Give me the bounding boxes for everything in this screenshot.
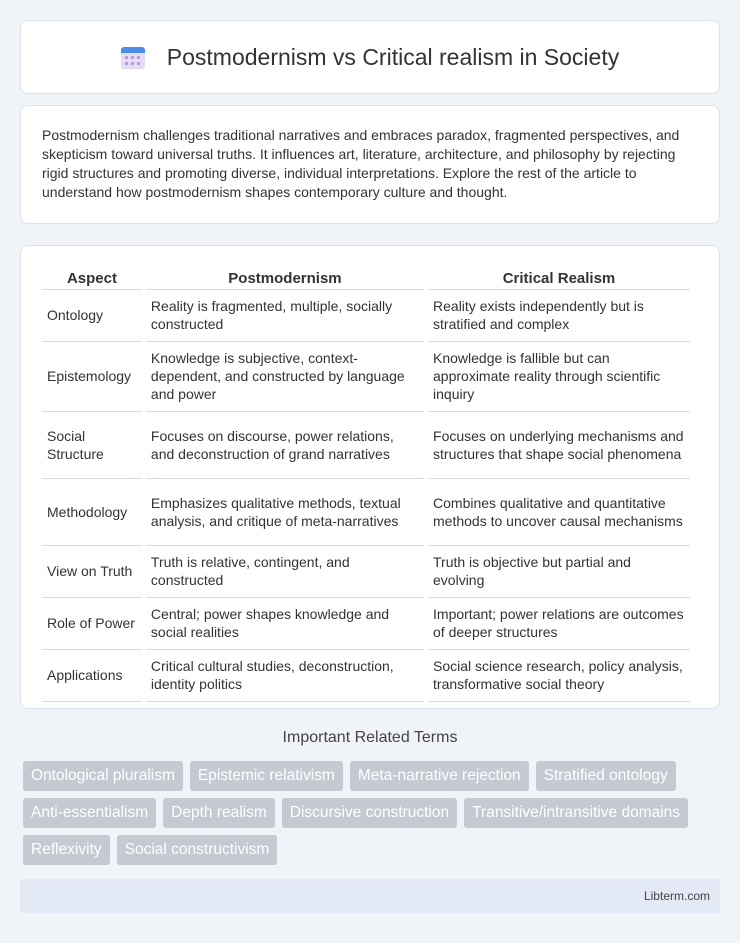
footer-brand-link[interactable]: Libterm.com <box>643 889 710 903</box>
related-terms-list <box>23 761 723 872</box>
table-row <box>42 598 690 650</box>
table-row <box>42 412 690 479</box>
comparison-table <box>38 268 694 702</box>
table-row <box>42 290 690 342</box>
related-term-tag[interactable]: Reflexivity <box>23 835 110 865</box>
comparison-card <box>20 245 720 709</box>
header-critical-realism: Critical Realism <box>428 268 690 290</box>
related-term-tag[interactable]: Meta-narrative rejection <box>350 761 529 791</box>
row-critical-realism: Knowledge is fallible but can approximate reality through scientific inquiry <box>428 342 690 412</box>
row-aspect: Methodology <box>42 479 142 546</box>
table-row <box>42 650 690 702</box>
related-term-tag[interactable]: Stratified ontology <box>536 761 676 791</box>
related-term-tag[interactable]: Anti-essentialism <box>23 798 156 828</box>
related-term-tag[interactable]: Epistemic relativism <box>190 761 343 791</box>
row-critical-realism: Combines qualitative and quantitative methods to uncover causal mechanisms <box>428 479 690 546</box>
table-row <box>42 479 690 546</box>
intro-text: Postmodernism challenges traditional narratives and embraces paradox, fragmented perspectives, and skepticism toward universal truths. It influences art, literature, architecture, and philosophy by rejecting rigid structures and promoting diverse, individual interpretations. Explore the rest of the article to understand how postmodernism shapes contemporary culture and thought. <box>42 127 680 200</box>
footer <box>20 879 720 913</box>
row-postmodernism: Truth is relative, contingent, and constructed <box>146 546 424 598</box>
calendar-icon <box>121 45 145 69</box>
row-postmodernism: Emphasizes qualitative methods, textual analysis, and critique of meta-narratives <box>146 479 424 546</box>
row-aspect: Ontology <box>42 290 142 342</box>
related-term-tag[interactable]: Discursive construction <box>282 798 457 828</box>
header-aspect: Aspect <box>42 268 142 290</box>
row-aspect: Applications <box>42 650 142 702</box>
row-postmodernism: Knowledge is subjective, context-dependent, and constructed by language and power <box>146 342 424 412</box>
row-critical-realism: Focuses on underlying mechanisms and structures that shape social phenomena <box>428 412 690 479</box>
row-postmodernism: Central; power shapes knowledge and social realities <box>146 598 424 650</box>
related-term-tag[interactable]: Depth realism <box>163 798 275 828</box>
row-postmodernism: Reality is fragmented, multiple, socially constructed <box>146 290 424 342</box>
row-critical-realism: Social science research, policy analysis, transformative social theory <box>428 650 690 702</box>
header-postmodernism: Postmodernism <box>146 268 424 290</box>
related-term-tag[interactable]: Transitive/intransitive domains <box>464 798 688 828</box>
row-critical-realism: Reality exists independently but is stratified and complex <box>428 290 690 342</box>
related-term-tag[interactable]: Ontological pluralism <box>23 761 183 791</box>
table-row <box>42 342 690 412</box>
row-aspect: View on Truth <box>42 546 142 598</box>
related-terms-title: Important Related Terms <box>282 729 458 746</box>
table-header-row <box>42 268 690 290</box>
row-critical-realism: Important; power relations are outcomes of deeper structures <box>428 598 690 650</box>
row-critical-realism: Truth is objective but partial and evolving <box>428 546 690 598</box>
row-aspect: Role of Power <box>42 598 142 650</box>
related-term-tag[interactable]: Social constructivism <box>117 835 278 865</box>
table-row <box>42 546 690 598</box>
header-card <box>20 20 720 94</box>
row-aspect: Social Structure <box>42 412 142 479</box>
row-aspect: Epistemology <box>42 342 142 412</box>
page-title: Postmodernism vs Critical realism in Society <box>166 43 620 70</box>
row-postmodernism: Focuses on discourse, power relations, and deconstruction of grand narratives <box>146 412 424 479</box>
intro-card <box>20 105 720 224</box>
row-postmodernism: Critical cultural studies, deconstruction, identity politics <box>146 650 424 702</box>
